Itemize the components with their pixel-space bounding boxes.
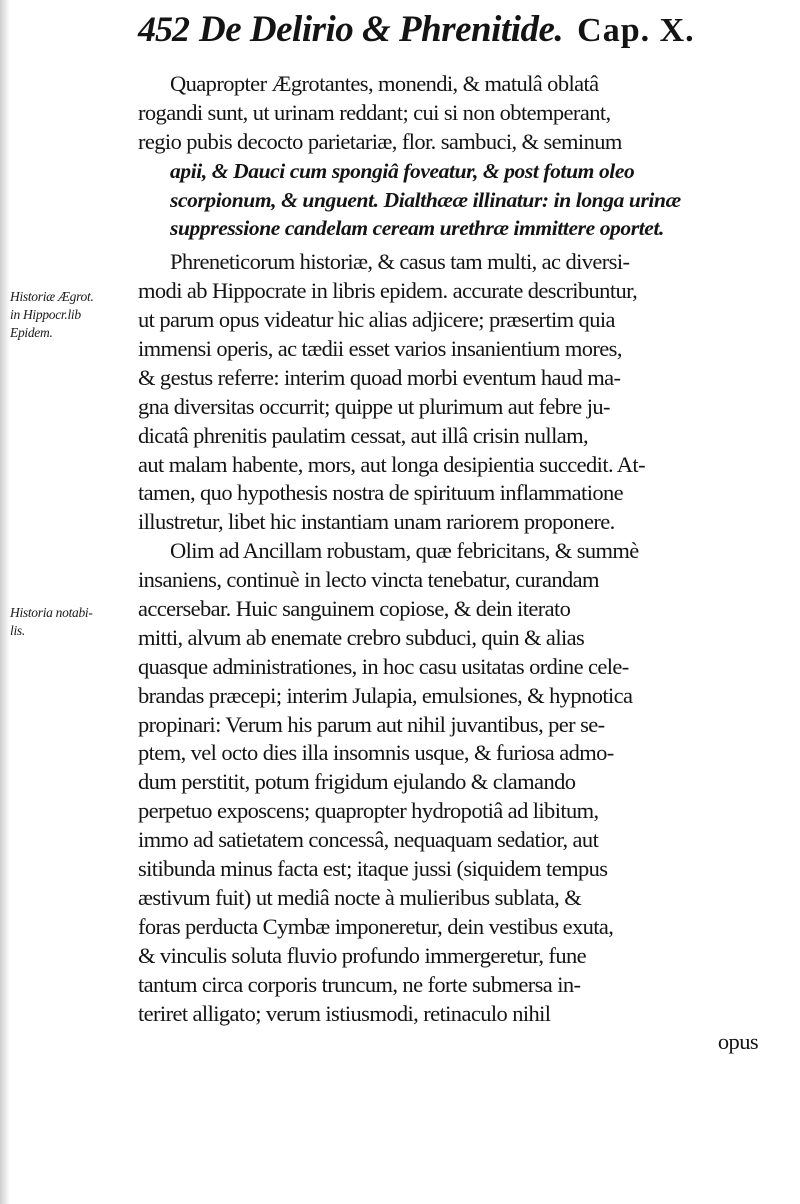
text-line: immo ad satietatem concessâ, nequaquam sedatior, aut xyxy=(138,827,599,853)
text-line: mitti, alvum ab enemate crebro subduci, quin & alias xyxy=(138,624,585,650)
catchword: opus xyxy=(717,1029,758,1055)
text-line: rogandi sunt, ut urinam reddant; cui si non obtemperant, xyxy=(138,99,611,125)
text-line: foras perducta Cymbæ imponeretur, dein vestibus exuta, xyxy=(138,913,614,939)
text-line: tantum circa corporis truncum, ne forte submersa in- xyxy=(138,971,581,997)
text-line: suppressione candelam ceream urethræ immittere oportet. xyxy=(170,216,664,241)
margin-note-line: Historiæ Ægrot. xyxy=(10,289,94,304)
text-line: Phreneticorum historiæ, & casus tam multi, ac diversi- xyxy=(170,249,630,275)
margin-note-line: Epidem. xyxy=(10,325,53,340)
text-line: illustretur, libet hic instantiam unam rariorem proponere. xyxy=(138,509,615,535)
text-line: & vinculis soluta fluvio profundo immergeretur, fune xyxy=(138,942,587,968)
text-line: tamen, quo hypothesis nostra de spirituum inflammatione xyxy=(138,480,624,506)
text-line: Quapropter Ægrotantes, monendi, & matulâ oblatâ xyxy=(170,71,599,96)
running-header xyxy=(138,8,788,68)
text-line: immensi operis, ac tædii esset varios insanientium mores, xyxy=(138,336,622,362)
text-line: gna diversitas occurrit; quippe ut plurimum aut febre ju- xyxy=(138,393,610,419)
margin-note-line: lis. xyxy=(10,623,25,638)
text-line: brandas præcepi; interim Julapia, emulsiones, & hypnotica xyxy=(138,682,633,708)
text-line: apii, & Dauci cum spongiâ foveatur, & post fotum oleo xyxy=(170,158,635,183)
text-line: dicatâ phrenitis paulatim cessat, aut illâ crisin nullam, xyxy=(138,422,589,448)
margin-note-line: Historia notabi- xyxy=(10,605,93,620)
text-line: & gestus referre: interim quoad morbi eventum haud ma- xyxy=(138,364,621,390)
text-line: teriret alligato; verum istiusmodi, retinaculo nihil xyxy=(138,1000,551,1026)
text-line: insaniens, continuè in lecto vincta tenebatur, curandam xyxy=(138,567,599,593)
gutter-shadow xyxy=(0,0,10,1204)
chapter-label: Cap. X. xyxy=(577,12,695,49)
text-line: accersebar. Huic sanguinem copiose, & dein iterato xyxy=(138,596,571,622)
running-title: De Delirio & Phrenitide. xyxy=(199,9,564,50)
page-number: 452 xyxy=(138,9,189,49)
paragraph-urine-retention xyxy=(138,70,778,243)
text-line: æstivum fuit) ut mediâ nocte à mulieribus sublata, & xyxy=(138,884,582,910)
body-text xyxy=(138,70,778,1057)
text-line: perpetuo exposcens; quapropter hydropotiâ ad libitum, xyxy=(138,798,599,824)
text-line: propinari: Verum his parum aut nihil juvantibus, per se- xyxy=(138,711,605,737)
text-line: Olim ad Ancillam robustam, quæ febricitans, & summè xyxy=(170,538,639,564)
text-line: dum perstitit, potum frigidum ejulando & clamando xyxy=(138,769,576,795)
text-line: ptem, vel octo dies illa insomnis usque, & furiosa admo- xyxy=(138,740,614,766)
margin-note xyxy=(10,288,138,342)
text-line: modi ab Hippocrate in libris epidem. accurate describuntur, xyxy=(138,278,638,304)
text-line: regio pubis decocto parietariæ, flor. sambuci, & seminum xyxy=(138,128,622,154)
text-line: sitibunda minus facta est; itaque jussi (siquidem tempus xyxy=(138,856,608,882)
text-line: ut parum opus videatur hic alias adjicere; præsertim quia xyxy=(138,307,615,333)
text-line: quasque administrationes, in hoc casu usitatas ordine cele- xyxy=(138,653,629,679)
paragraph-phrenetic-histories xyxy=(138,248,778,537)
margin-note xyxy=(10,604,138,640)
paragraph-notable-case xyxy=(138,537,778,1028)
text-line: scorpionum, & unguent. Dialthææ illinatur: in longa urinæ xyxy=(170,187,681,212)
margin-note-line: in Hippocr.lib xyxy=(10,307,81,322)
text-line: aut malam habente, mors, aut longa desipientia succedit. At- xyxy=(138,451,645,477)
